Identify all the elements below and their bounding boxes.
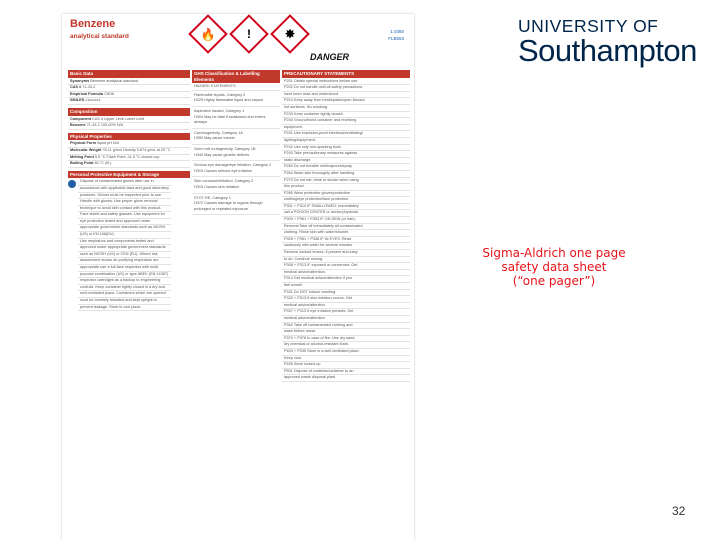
ghs-table [192, 91, 280, 216]
table-row [68, 85, 190, 92]
doc-link[interactable]: FLB553 [388, 36, 404, 41]
health-hazard-icon: ✸ [270, 14, 310, 54]
ghs-class: Skin corrosion/irritation, Category 2 [194, 179, 254, 184]
list-item: P403 + P235 Store in a well-ventilated place. [282, 349, 410, 356]
row-key: Benzene [70, 123, 86, 128]
list-item: (US) or EN 166(EU). [78, 232, 171, 239]
university-logo [518, 16, 697, 69]
ghs-row [192, 107, 280, 129]
ghs-class: Serious eye damage/eye irritation, Category 2 [194, 163, 272, 168]
section-ghs-header: GHS Classification & Labelling Elements [192, 70, 280, 83]
row-value: 78.11 g/mol Density 0.874 g/mL at 25 °C [102, 147, 171, 152]
list-item: P202 Do not handle until all safety precautions [282, 85, 410, 92]
list-item: Face shield and safety glasses. Use equipment for [78, 212, 171, 219]
list-item: P243 Take precautionary measures against [282, 151, 410, 158]
row-key: Empirical Formula [70, 91, 104, 96]
row-value: 71-43-2 100.00% N/A [86, 123, 124, 128]
list-item: P210 Keep away from heat/sparks/open flames/ [282, 98, 410, 105]
list-item: clothing/eye protection/face protection. [282, 197, 410, 204]
row-key: SMILES [70, 98, 85, 103]
ghs-row [192, 177, 280, 193]
hazard-header: HAZARD STATEMENTS [192, 84, 280, 91]
ghs-row [192, 194, 280, 216]
section-ppe-header: Personal Protective Equipment & Storage [68, 171, 190, 179]
physical-properties-table [68, 141, 190, 167]
list-item: call a POISON CENTER or doctor/physician. [282, 210, 410, 217]
page-number: 32 [672, 504, 686, 518]
row-key: Physical Form [70, 141, 96, 146]
list-item: P501 Dispose of contents/container to an [282, 369, 410, 376]
ghs-hazard: H350 May cause cancer [194, 136, 235, 141]
list-item: appropriate government standards such as NIOSH [78, 225, 171, 232]
list-item: approved under appropriate government standards [78, 245, 171, 252]
list-item: P260 Do not breathe mist/vapours/spray. [282, 164, 410, 171]
list-item: P270 Do not eat, drink or smoke when using [282, 178, 410, 185]
row-key: Synonyms [70, 78, 90, 83]
row-key: Boiling Point [70, 161, 94, 166]
section-basic-header: Basic Data [68, 70, 190, 78]
list-item: equipment. [282, 125, 410, 132]
flame-icon: 🔥 [188, 14, 228, 54]
ghs-class: Germ cell mutagenicity, Category 1B [194, 146, 256, 151]
ghs-row [192, 91, 280, 107]
list-item: Keep cool. [282, 356, 410, 363]
signal-word: DANGER [310, 52, 350, 62]
list-item: wash before reuse. [282, 329, 410, 336]
row-key: Component [70, 116, 92, 121]
list-item: accordance with applicable laws and good laboratory [78, 186, 171, 193]
list-item: respirator cartridges as a backup to engineering [78, 278, 171, 285]
hazard-pictograms [190, 16, 308, 52]
list-item: assessment shows air-purifying respirators are [78, 258, 171, 265]
composition-table [68, 117, 190, 130]
table-row [68, 117, 190, 124]
list-item: medical advice/attention. [282, 316, 410, 323]
list-item: P332 + P313 If skin irritation occurs: Get [282, 296, 410, 303]
doc-links [388, 28, 404, 42]
list-item: Use respirators and components tested and [78, 239, 171, 246]
ghs-class: STOT RE, Category 1 [194, 195, 231, 200]
list-item: approved waste disposal plant. [282, 375, 410, 382]
list-item: cautiously with water for several minutes. [282, 243, 410, 250]
list-item: Remove/Take off immediately all contaminated [282, 224, 410, 231]
row-key: CAS # [70, 85, 82, 90]
row-value: Benzene analytical standard [90, 78, 138, 83]
table-row [68, 123, 190, 130]
list-item: prevent leakage. Store in cool place. [78, 305, 171, 312]
table-row [68, 155, 190, 162]
row-value: liquid pH N/A [97, 141, 120, 146]
list-item: feel unwell. [282, 283, 410, 290]
row-key: Molecular Weight [70, 147, 102, 152]
list-item: P240 Ground/bond container and receiving [282, 118, 410, 125]
caption-line1: Sigma-Aldrich one page [482, 246, 626, 260]
ppe-icon [68, 180, 76, 188]
list-item: clothing. Rinse skin with water/shower. [282, 230, 410, 237]
list-item: P242 Use only non-sparking tools. [282, 145, 410, 152]
row-key: Melting Point [70, 154, 94, 159]
list-item: appropriate use a full-face respirator with multi- [78, 265, 171, 272]
basic-data-table [68, 79, 190, 105]
list-item: have been read and understood. [282, 92, 410, 99]
precaution-list [282, 79, 410, 382]
list-item: P305 + P351 + P338 IF IN EYES: Rinse [282, 237, 410, 244]
list-item: P331 Do NOT induce vomiting. [282, 290, 410, 297]
ghs-class: Flammable liquids, Category 2 [194, 92, 246, 97]
list-item: P241 Use explosion-proof electrical/ventilating/ [282, 131, 410, 138]
list-item: purpose combination (US) or type ABEK (EN 14387) [78, 272, 171, 279]
caption-line3: (“one pager”) [512, 274, 596, 288]
section-physical-header: Physical Properties [68, 133, 190, 141]
ghs-column [192, 70, 280, 215]
ghs-row [192, 161, 280, 177]
list-item: such as NIOSH (US) or CEN (EU). Where risk [78, 252, 171, 259]
list-item: practices. Gloves must be inspected prior to use. [78, 193, 171, 200]
row-value: 80 °C (lit.) [94, 161, 112, 166]
list-item: well-ventilated place. Containers which are opened [78, 291, 171, 298]
slide-caption [474, 246, 634, 288]
ghs-row [192, 145, 280, 161]
row-value: 5.5 °C Flash Point -11.0 °C closed cup [94, 154, 160, 159]
ghs-class: Carcinogenicity, Category 1A [194, 130, 243, 135]
logo-line1: UNIVERSITY OF [518, 16, 659, 36]
list-item: technique to avoid skin contact with this product. [78, 206, 171, 213]
precaution-column [282, 70, 410, 382]
list-item: P362 Take off contaminated clothing and [282, 323, 410, 330]
list-item: Remove contact lenses, if present and easy [282, 250, 410, 257]
list-item: static discharge. [282, 158, 410, 165]
list-item: eye protection tested and approved under [78, 219, 171, 226]
list-item: Handle with gloves. Use proper glove removal [78, 199, 171, 206]
list-item: P314 Get medical advice/attention if you [282, 276, 410, 283]
row-value: C6H6 [104, 91, 114, 96]
list-item: hot surfaces. No smoking. [282, 105, 410, 112]
list-item: P301 + P310 IF SWALLOWED: Immediately [282, 204, 410, 211]
ghs-hazard: H304 May be fatal if swallowed and enters airways [194, 114, 266, 125]
logo-line2: Southampton [518, 33, 697, 68]
list-item: to do. Continue rinsing. [282, 257, 410, 264]
list-item: medical advice/attention. [282, 303, 410, 310]
list-item: must be carefully resealed and kept upright to [78, 298, 171, 305]
section-composition-header: Composition [68, 108, 190, 116]
row-value: c1ccccc1 [85, 98, 101, 103]
ghs-hazard: H315 Causes skin irritation [194, 184, 240, 189]
table-row [68, 148, 190, 155]
list-item: P337 + P313 If eye irritation persists: Get [282, 309, 410, 316]
row-value: 71-43-2 [82, 85, 96, 90]
list-item: P264 Wash skin thoroughly after handling. [282, 171, 410, 178]
list-item: P308 + P313 IF exposed or concerned: Get [282, 263, 410, 270]
ghs-hazard: H319 Causes serious eye irritation [194, 168, 253, 173]
list-item: medical advice/attention. [282, 270, 410, 277]
ghs-hazard: H340 May cause genetic defects [194, 152, 250, 157]
ghs-row [192, 129, 280, 145]
section-precaution-header: PRECAUTIONARY STATEMENTS [282, 70, 410, 78]
left-column [68, 70, 190, 311]
list-item: P201 Obtain special instructions before use. [282, 79, 410, 86]
ppe-block [68, 179, 190, 311]
table-row [68, 92, 190, 99]
safety-data-sheet [62, 14, 414, 540]
list-item: P405 Store locked up. [282, 362, 410, 369]
list-item: controls. Keep container tightly closed in a dry and [78, 285, 171, 292]
ghs-hazard: H372 Causes damage to organs through prolonged or repeated exposure [194, 201, 263, 211]
list-item: P370 + P378 In case of fire: Use dry sand, [282, 336, 410, 343]
table-row [68, 161, 190, 168]
ppe-text [78, 179, 171, 311]
ghs-class: Aspiration hazard, Category 1 [194, 108, 245, 113]
exclamation-icon: ! [229, 14, 269, 54]
list-item: P303 + P361 + P353 IF ON SKIN (or hair): [282, 217, 410, 224]
list-item: lighting/equipment. [282, 138, 410, 145]
doc-link[interactable]: 1.0360 [390, 29, 404, 34]
list-item: P233 Keep container tightly closed. [282, 112, 410, 119]
table-row [68, 98, 190, 105]
list-item: Dispose of contaminated gloves after use in [78, 179, 171, 186]
doc-subtitle: analytical standard [70, 33, 129, 40]
list-item: P280 Wear protective gloves/protective [282, 191, 410, 198]
table-row [68, 79, 190, 86]
table-row [68, 141, 190, 148]
ghs-hazard: H225 Highly flammable liquid and vapour [194, 98, 264, 103]
list-item: this product. [282, 184, 410, 191]
list-item: dry chemical or alcohol-resistant foam. [282, 342, 410, 349]
row-value: CAS # Upper Limit Lower Limit [92, 116, 145, 121]
caption-line2: safety data sheet [501, 260, 607, 274]
doc-title: Benzene [70, 18, 116, 30]
